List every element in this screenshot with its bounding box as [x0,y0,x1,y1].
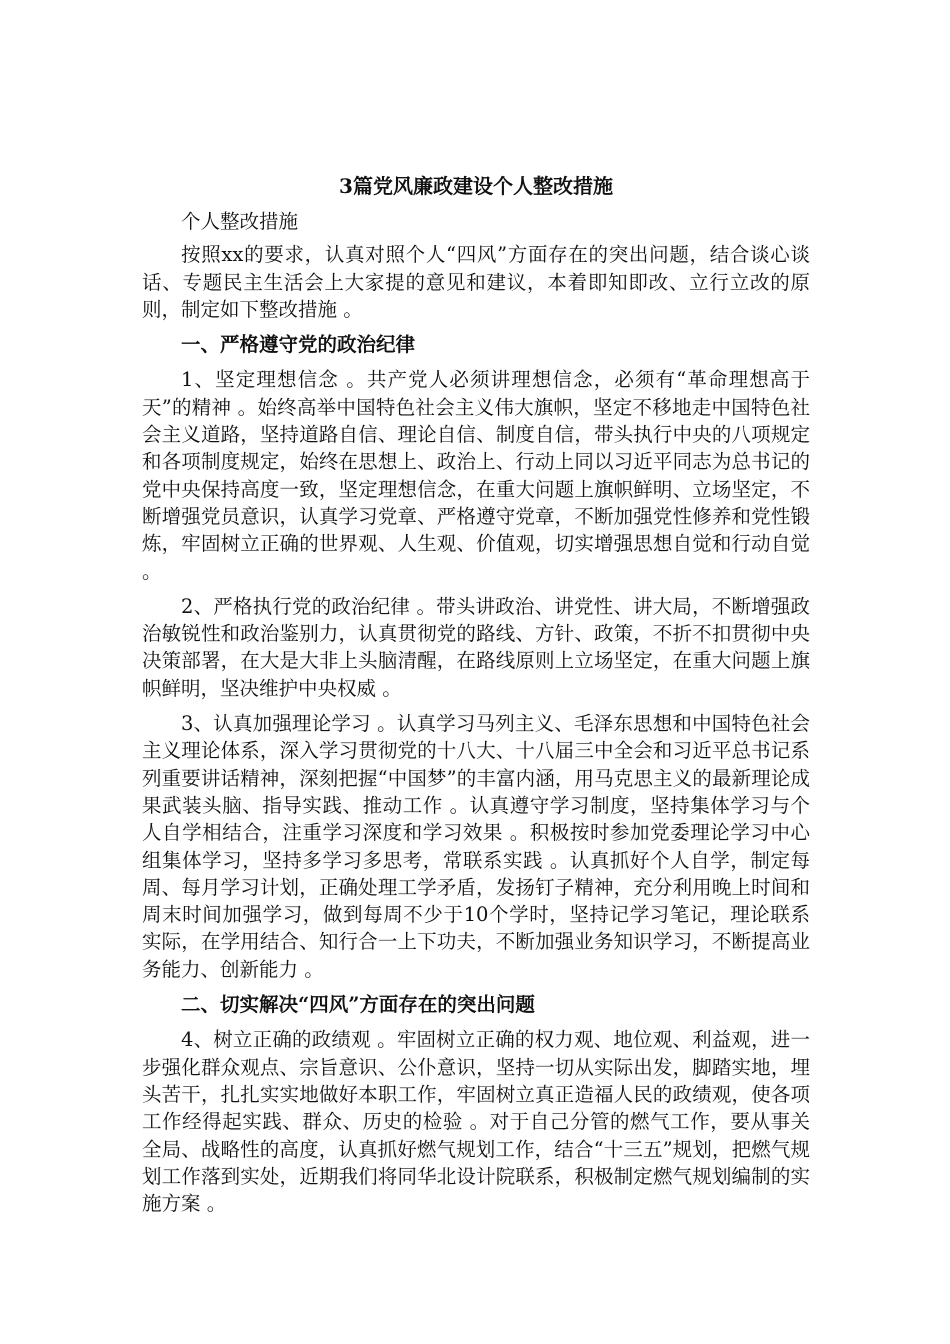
section-heading-1: 一、严格遵守党的政治纪律 [181,333,416,357]
document-body [142,172,810,1225]
paragraph-1: 1、坚定理想信念 。共产党人必须讲理想信念，必须有“革命理想高于天”的精神 。始终高举中国特色社会主义伟大旗帜，坚定不移地走中国特色社会主义道路，坚持道路自信、理论自信、制度自信，带头执行中央的八项规定和各项制度规定，始终在思想上、政治上、行动上同以习近平同志为总书记的党中央保持高度一致，坚定理想信念，在重大问题上旗帜鲜明、立场坚定，不断增强党员意识，认真学习党章、严格遵守党章，不断加强党性修养和党性锻炼，牢固树立正确的世界观、人生观、价值观，切实增强思想自觉和行动自觉 。 [142,368,810,583]
paragraph-2: 2、严格执行党的政治纪律 。带头讲政治、讲党性、讲大局，不断增强政治敏锐性和政治鉴别力，认真贯彻党的路线、方针、政策，不折不扣贯彻中央决策部署，在大是大非上头脑清醒，在路线原则上立场坚定，在重大问题上旗帜鲜明，坚决维护中央权威 。 [142,594,810,700]
paragraph-3: 3、认真加强理论学习 。认真学习马列主义、毛泽东思想和中国特色社会主义理论体系，深入学习贯彻党的十八大、十八届三中全会和习近平总书记系列重要讲话精神，深刻把握“中国梦”的丰富内涵，用马克思主义的最新理论成果武装头脑、指导实践、推动工作 。认真遵守学习制度，坚持集体学习与个人自学相结合，注重学习深度和学习效果 。积极按时参加党委理论学习中心组集体学习，坚持多学习多思考，常联系实践 。认真抓好个人自学，制定每周、每月学习计划，正确处理工学矛盾，发扬钉子精神，充分利用晚上时间和周末时间加强学习，做到每周不少于10个学时，坚持记学习笔记，理论联系实际，在学用结合、知行合一上下功夫，不断加强业务知识学习，不断提高业务能力、创新能力 。 [142,712,810,981]
document-title: 3篇党风廉政建设个人整改措施 [339,174,613,198]
document-subtitle: 个人整改措施 [181,210,299,233]
intro-paragraph: 按照xx的要求，认真对照个人“四风”方面存在的突出问题，结合谈心谈话、专题民主生活会上大家提的意见和建议，本着即知即改、立行立改的原则，制定如下整改措施 。 [142,243,810,321]
paragraph-4: 4、树立正确的政绩观 。牢固树立正确的权力观、地位观、利益观，进一步强化群众观点、宗旨意识、公仆意识，坚持一切从实际出发，脚踏实地，埋头苦干，扎扎实实地做好本职工作，牢固树立真正造福人民的政绩观，使各项工作经得起实践、群众、历史的检验 。对于自己分管的燃气工作，要从事关全局、战略性的高度，认真抓好燃气规划工作，结合“十三五”规划，把燃气规划工作落到实处，近期我们将同华北设计院联系，积极制定燃气规划编制的实施方案 。 [142,1028,810,1216]
section-heading-2: 二、切实解决“四风”方面存在的突出问题 [181,993,535,1017]
